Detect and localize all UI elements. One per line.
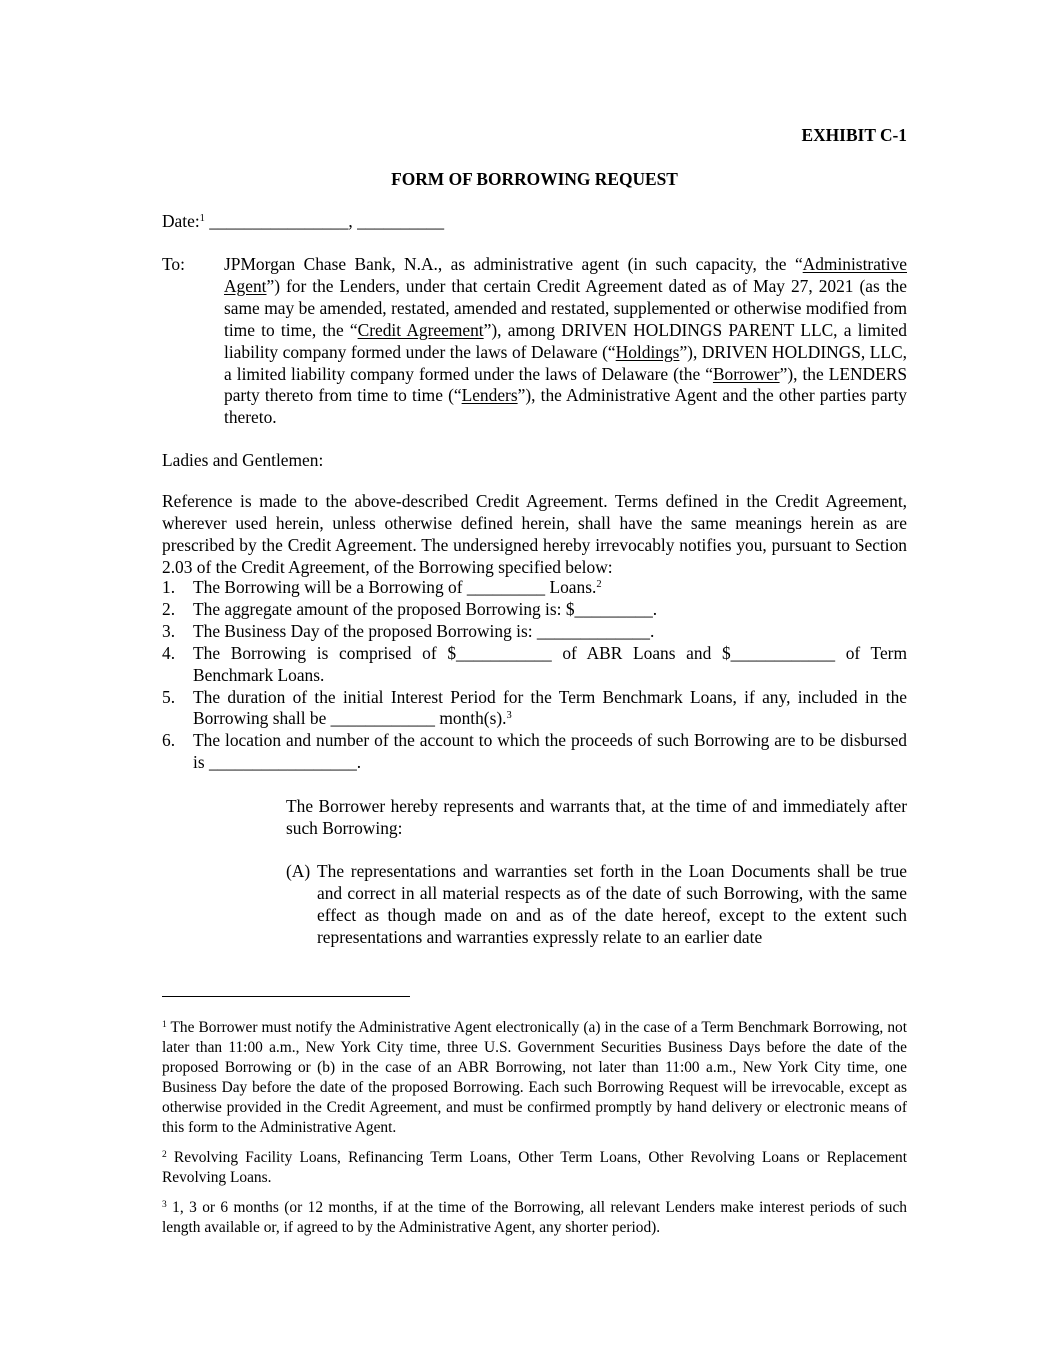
salutation: Ladies and Gentlemen: [162,450,324,470]
list-item: 6. The location and number of the account to which the proceeds of such Borrowing are to be disbursed is _________________. [162,730,907,773]
clause-a-label: (A) [286,861,311,881]
defined-term-credit-agreement: Credit Agreement [357,319,484,340]
exhibit-label: EXHIBIT C-1 [801,125,907,145]
footnote-2: $^2$ Revolving Facility Loans, Refinancing Term Loans, Other Term Loans, Other Revolving Loans or Replacement Revolving Loans. [162,1149,907,1186]
intro-paragraph: Reference is made to the above-described Credit Agreement. Terms defined in the Credit Agreement, wherever used herein, unless otherwise defined herein, shall have the same meanings herein as are prescribed by the Credit Agreement. The undersigned hereby irrevocably notifies you, pursuant to Section 2.03 of the Credit Agreement, of the Borrowing specified below: [162,491,907,577]
representation-paragraph: The Borrower hereby represents and warrants that, at the time of and immediately after such Borrowing: [286,796,907,838]
footnote-separator [162,996,410,997]
list-item: 1. The Borrowing will be a Borrowing of _________ Loans.$^2$ [162,577,602,597]
list-item: 4. The Borrowing is comprised of $___________ of ABR Loans and $____________ of Term Benchmark Loans. [162,642,907,685]
addressee-paragraph: JPMorgan Chase Bank, N.A., as administrative agent (in such capacity, the “Administrative Agent”) for the Lenders, under that certain Credit Agreement dated as of May 27, 2021 (as the same may be amended, restated, amended and restated, supplemented or otherwise modified from time to time, the “Credit Agreement”), among DRIVEN HOLDINGS PARENT LLC, a limited liability company formed under the laws of Delaware (“Holdings”), DRIVEN HOLDINGS, LLC, a limited liability company formed under the laws of Delaware (the “Borrower”), the LENDERS party thereto from time to time (“Lenders”), the Administrative Agent and the other parties party thereto. [224,254,908,428]
defined-term-holdings: Holdings [615,341,680,362]
defined-term-administrative-agent: Administrative Agent [224,254,907,296]
list-item: 5. The duration of the initial Interest Period for the Term Benchmark Loans, if any, included in the Borrowing shall be ____________ month(s).$^3$ [162,686,907,729]
footnote-3: $^3$ 1, 3 or 6 months (or 12 months, if at the time of the Borrowing, all relevant Lenders make interest periods of such length available or, if agreed to by the Administrative Agent, any shorter period). [162,1199,907,1236]
footnote-1: $^1$ The Borrower must notify the Administrative Agent electronically (a) in the case of a Term Benchmark Borrowing, not later than 11:00 a.m., New York City time, three U.S. Government Securities Business Days before the date of the proposed Borrowing or (b) in the case of an ABR Borrowing, not later than 11:00 a.m., New York City time, one Business Day before the date of the proposed Borrowing. Each such Borrowing Request will be irrevocable, except as otherwise provided in the Credit Agreement, and must be confirmed promptly by hand delivery or electronic means of this form to the Administrative Agent. [162,1019,907,1136]
date-line [162,211,907,233]
list-item: 3. The Business Day of the proposed Borrowing is: _____________. [162,620,655,641]
list-item: 2. The aggregate amount of the proposed Borrowing is: $_________. [162,598,658,619]
date-label: Date: [162,211,200,231]
clause-a [286,861,907,949]
footnote-ref-2: 2 [596,579,602,590]
borrowing-items-list [162,577,907,774]
footnote-ref-1: 1 [199,213,205,224]
document-title: FORM OF BORROWING REQUEST [391,169,678,189]
clause-a-text: The representations and warranties set forth in the Loan Documents shall be true and correct in all material respects as of the date of such Borrowing, with the same effect as though made on and as of the date hereof, except to the extent such representations and warranties expressly relate to an earlier date [317,861,907,947]
defined-term-lenders: Lenders [461,385,518,406]
footnote-ref-3: 3 [506,710,512,722]
date-blank: ________________, __________ [204,211,445,231]
defined-term-borrower: Borrower [712,363,780,384]
to-label: To: [162,254,185,274]
